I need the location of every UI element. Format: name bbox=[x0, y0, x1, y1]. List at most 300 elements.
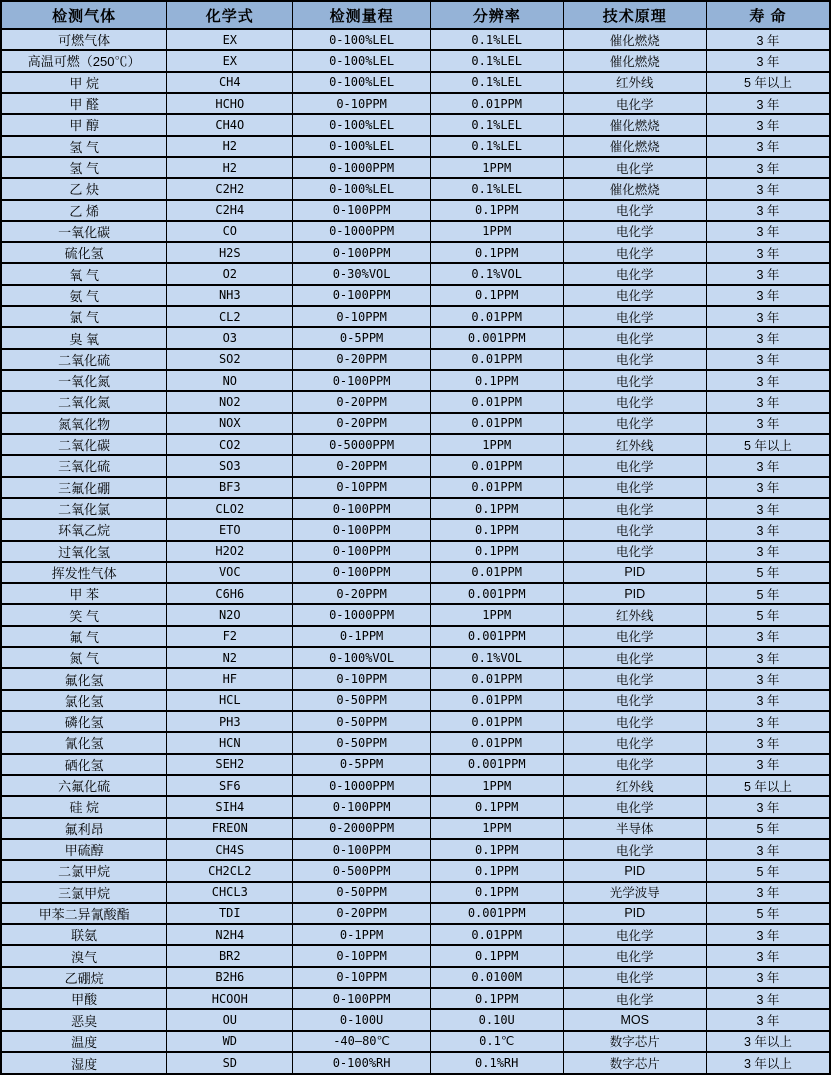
cell-principle: 电化学 bbox=[563, 519, 706, 540]
table-row bbox=[1, 477, 830, 498]
cell-principle: 红外线 bbox=[563, 775, 706, 796]
cell-gas: 二氧化碳 bbox=[1, 434, 167, 455]
cell-resolution: 1PPM bbox=[430, 604, 563, 625]
table-row bbox=[1, 200, 830, 221]
cell-principle: 电化学 bbox=[563, 796, 706, 817]
table-row bbox=[1, 604, 830, 625]
cell-resolution: 0.1PPM bbox=[430, 541, 563, 562]
cell-lifespan: 5 年 bbox=[706, 583, 830, 604]
cell-lifespan: 3 年 bbox=[706, 945, 830, 966]
cell-range: 0-10PPM bbox=[293, 93, 431, 114]
cell-gas: 硫化氢 bbox=[1, 242, 167, 263]
cell-formula: H2O2 bbox=[167, 541, 293, 562]
column-header-principle: 技术原理 bbox=[563, 1, 706, 29]
cell-lifespan: 3 年 bbox=[706, 647, 830, 668]
table-row bbox=[1, 839, 830, 860]
cell-range: 0-100PPM bbox=[293, 519, 431, 540]
cell-lifespan: 3 年 bbox=[706, 327, 830, 348]
cell-formula: CO bbox=[167, 221, 293, 242]
cell-lifespan: 5 年 bbox=[706, 818, 830, 839]
cell-lifespan: 3 年 bbox=[706, 477, 830, 498]
cell-gas: 三氯甲烷 bbox=[1, 882, 167, 903]
table-row bbox=[1, 50, 830, 71]
cell-gas: 乙 烯 bbox=[1, 200, 167, 221]
cell-range: 0-100U bbox=[293, 1009, 431, 1030]
cell-principle: 催化燃烧 bbox=[563, 114, 706, 135]
cell-lifespan: 5 年以上 bbox=[706, 775, 830, 796]
cell-formula: CH2CL2 bbox=[167, 860, 293, 881]
cell-lifespan: 3 年 bbox=[706, 263, 830, 284]
cell-range: 0-10PPM bbox=[293, 668, 431, 689]
cell-principle: 电化学 bbox=[563, 306, 706, 327]
cell-gas: 笑 气 bbox=[1, 604, 167, 625]
header-row bbox=[1, 1, 830, 29]
cell-lifespan: 3 年 bbox=[706, 306, 830, 327]
cell-principle: PID bbox=[563, 562, 706, 583]
table-row bbox=[1, 1052, 830, 1074]
cell-resolution: 0.1PPM bbox=[430, 242, 563, 263]
cell-resolution: 0.1PPM bbox=[430, 498, 563, 519]
cell-formula: C2H2 bbox=[167, 178, 293, 199]
cell-lifespan: 3 年 bbox=[706, 178, 830, 199]
cell-resolution: 0.001PPM bbox=[430, 583, 563, 604]
cell-gas: 挥发性气体 bbox=[1, 562, 167, 583]
cell-principle: 催化燃烧 bbox=[563, 178, 706, 199]
cell-lifespan: 5 年 bbox=[706, 903, 830, 924]
cell-range: 0-1PPM bbox=[293, 924, 431, 945]
cell-resolution: 0.1%LEL bbox=[430, 50, 563, 71]
cell-formula: NH3 bbox=[167, 285, 293, 306]
cell-principle: MOS bbox=[563, 1009, 706, 1030]
cell-lifespan: 3 年 bbox=[706, 200, 830, 221]
cell-principle: 电化学 bbox=[563, 626, 706, 647]
cell-gas: 乙 炔 bbox=[1, 178, 167, 199]
cell-principle: 电化学 bbox=[563, 285, 706, 306]
cell-principle: 催化燃烧 bbox=[563, 50, 706, 71]
cell-formula: SIH4 bbox=[167, 796, 293, 817]
cell-range: 0-20PPM bbox=[293, 455, 431, 476]
cell-lifespan: 3 年 bbox=[706, 626, 830, 647]
cell-resolution: 0.01PPM bbox=[430, 455, 563, 476]
cell-formula: CHCL3 bbox=[167, 882, 293, 903]
cell-gas: 恶臭 bbox=[1, 1009, 167, 1030]
cell-gas: 臭 氧 bbox=[1, 327, 167, 348]
cell-formula: SD bbox=[167, 1052, 293, 1074]
cell-lifespan: 3 年 bbox=[706, 732, 830, 753]
cell-range: 0-100%LEL bbox=[293, 72, 431, 93]
table-row bbox=[1, 945, 830, 966]
cell-formula: NO2 bbox=[167, 391, 293, 412]
cell-lifespan: 3 年 bbox=[706, 988, 830, 1009]
cell-resolution: 0.01PPM bbox=[430, 306, 563, 327]
cell-resolution: 0.1℃ bbox=[430, 1031, 563, 1052]
cell-principle: 电化学 bbox=[563, 690, 706, 711]
cell-lifespan: 3 年以上 bbox=[706, 1052, 830, 1074]
cell-principle: 电化学 bbox=[563, 988, 706, 1009]
cell-gas: 氰化氢 bbox=[1, 732, 167, 753]
table-header bbox=[1, 1, 830, 29]
table-row bbox=[1, 988, 830, 1009]
table-row bbox=[1, 498, 830, 519]
cell-range: 0-10PPM bbox=[293, 306, 431, 327]
table-row bbox=[1, 455, 830, 476]
cell-formula: VOC bbox=[167, 562, 293, 583]
cell-range: 0-10PPM bbox=[293, 945, 431, 966]
cell-lifespan: 3 年 bbox=[706, 967, 830, 988]
cell-range: 0-5000PPM bbox=[293, 434, 431, 455]
cell-range: 0-20PPM bbox=[293, 583, 431, 604]
cell-principle: 电化学 bbox=[563, 711, 706, 732]
cell-range: 0-1000PPM bbox=[293, 157, 431, 178]
cell-range: 0-100%LEL bbox=[293, 29, 431, 50]
cell-lifespan: 5 年 bbox=[706, 860, 830, 881]
cell-formula: EX bbox=[167, 29, 293, 50]
cell-gas: 二氯甲烷 bbox=[1, 860, 167, 881]
cell-resolution: 1PPM bbox=[430, 775, 563, 796]
table-body bbox=[1, 29, 830, 1074]
cell-principle: 红外线 bbox=[563, 604, 706, 625]
cell-formula: NO bbox=[167, 370, 293, 391]
cell-formula: O2 bbox=[167, 263, 293, 284]
cell-gas: 一氧化碳 bbox=[1, 221, 167, 242]
cell-formula: B2H6 bbox=[167, 967, 293, 988]
table-row bbox=[1, 93, 830, 114]
cell-principle: 电化学 bbox=[563, 200, 706, 221]
cell-gas: 环氧乙烷 bbox=[1, 519, 167, 540]
cell-principle: 电化学 bbox=[563, 242, 706, 263]
cell-lifespan: 5 年以上 bbox=[706, 434, 830, 455]
cell-gas: 二氧化硫 bbox=[1, 349, 167, 370]
cell-lifespan: 3 年 bbox=[706, 391, 830, 412]
table-row bbox=[1, 1031, 830, 1052]
cell-principle: 电化学 bbox=[563, 967, 706, 988]
cell-range: 0-100PPM bbox=[293, 988, 431, 1009]
cell-gas: 磷化氢 bbox=[1, 711, 167, 732]
cell-resolution: 0.1PPM bbox=[430, 945, 563, 966]
cell-range: 0-100PPM bbox=[293, 796, 431, 817]
cell-resolution: 0.1%VOL bbox=[430, 647, 563, 668]
cell-resolution: 0.1PPM bbox=[430, 860, 563, 881]
cell-range: 0-20PPM bbox=[293, 391, 431, 412]
cell-formula: HCHO bbox=[167, 93, 293, 114]
table-row bbox=[1, 732, 830, 753]
column-header-gas: 检测气体 bbox=[1, 1, 167, 29]
table-row bbox=[1, 647, 830, 668]
cell-range: 0-20PPM bbox=[293, 903, 431, 924]
cell-formula: SF6 bbox=[167, 775, 293, 796]
cell-formula: CH4 bbox=[167, 72, 293, 93]
column-header-formula: 化学式 bbox=[167, 1, 293, 29]
cell-resolution: 1PPM bbox=[430, 434, 563, 455]
cell-range: 0-5PPM bbox=[293, 754, 431, 775]
cell-formula: SO3 bbox=[167, 455, 293, 476]
table-row bbox=[1, 541, 830, 562]
cell-principle: 电化学 bbox=[563, 668, 706, 689]
table-row bbox=[1, 327, 830, 348]
cell-formula: CH4S bbox=[167, 839, 293, 860]
cell-resolution: 0.01PPM bbox=[430, 668, 563, 689]
cell-resolution: 0.1%LEL bbox=[430, 114, 563, 135]
cell-gas: 六氟化硫 bbox=[1, 775, 167, 796]
cell-range: 0-20PPM bbox=[293, 413, 431, 434]
cell-gas: 高温可燃（250℃） bbox=[1, 50, 167, 71]
cell-lifespan: 3 年 bbox=[706, 285, 830, 306]
cell-resolution: 0.1PPM bbox=[430, 200, 563, 221]
cell-gas: 甲硫醇 bbox=[1, 839, 167, 860]
cell-formula: TDI bbox=[167, 903, 293, 924]
cell-range: 0-50PPM bbox=[293, 882, 431, 903]
cell-range: 0-100PPM bbox=[293, 562, 431, 583]
cell-formula: BR2 bbox=[167, 945, 293, 966]
cell-resolution: 0.01PPM bbox=[430, 732, 563, 753]
cell-lifespan: 3 年 bbox=[706, 882, 830, 903]
cell-resolution: 0.1PPM bbox=[430, 796, 563, 817]
cell-lifespan: 3 年 bbox=[706, 221, 830, 242]
cell-formula: H2 bbox=[167, 136, 293, 157]
table-row bbox=[1, 370, 830, 391]
cell-gas: 甲 醇 bbox=[1, 114, 167, 135]
table-row bbox=[1, 306, 830, 327]
cell-gas: 甲 烷 bbox=[1, 72, 167, 93]
cell-gas: 氮 气 bbox=[1, 647, 167, 668]
table-row bbox=[1, 562, 830, 583]
cell-resolution: 0.001PPM bbox=[430, 626, 563, 647]
table-row bbox=[1, 668, 830, 689]
cell-principle: 数字芯片 bbox=[563, 1052, 706, 1074]
cell-lifespan: 3 年以上 bbox=[706, 1031, 830, 1052]
cell-gas: 一氧化氮 bbox=[1, 370, 167, 391]
cell-gas: 乙硼烷 bbox=[1, 967, 167, 988]
column-header-range: 检测量程 bbox=[293, 1, 431, 29]
cell-lifespan: 3 年 bbox=[706, 796, 830, 817]
cell-principle: PID bbox=[563, 903, 706, 924]
cell-formula: N2O bbox=[167, 604, 293, 625]
cell-formula: HCL bbox=[167, 690, 293, 711]
table-row bbox=[1, 285, 830, 306]
table-row bbox=[1, 924, 830, 945]
cell-principle: PID bbox=[563, 860, 706, 881]
column-header-resolution: 分辨率 bbox=[430, 1, 563, 29]
cell-formula: EX bbox=[167, 50, 293, 71]
column-header-lifespan: 寿 命 bbox=[706, 1, 830, 29]
cell-formula: BF3 bbox=[167, 477, 293, 498]
cell-gas: 甲苯二异氰酸酯 bbox=[1, 903, 167, 924]
cell-gas: 氢 气 bbox=[1, 157, 167, 178]
cell-range: 0-100%RH bbox=[293, 1052, 431, 1074]
table-row bbox=[1, 136, 830, 157]
cell-range: 0-2000PPM bbox=[293, 818, 431, 839]
cell-lifespan: 3 年 bbox=[706, 349, 830, 370]
cell-principle: 电化学 bbox=[563, 732, 706, 753]
cell-formula: NOX bbox=[167, 413, 293, 434]
cell-resolution: 0.1PPM bbox=[430, 839, 563, 860]
cell-formula: HCOOH bbox=[167, 988, 293, 1009]
cell-gas: 氮氧化物 bbox=[1, 413, 167, 434]
cell-formula: CO2 bbox=[167, 434, 293, 455]
cell-formula: CH4O bbox=[167, 114, 293, 135]
cell-resolution: 0.01PPM bbox=[430, 690, 563, 711]
cell-formula: PH3 bbox=[167, 711, 293, 732]
cell-lifespan: 3 年 bbox=[706, 50, 830, 71]
cell-lifespan: 3 年 bbox=[706, 541, 830, 562]
cell-resolution: 0.1PPM bbox=[430, 285, 563, 306]
cell-range: 0-100PPM bbox=[293, 541, 431, 562]
cell-principle: 电化学 bbox=[563, 647, 706, 668]
table-row bbox=[1, 903, 830, 924]
cell-formula: HCN bbox=[167, 732, 293, 753]
cell-range: 0-100%LEL bbox=[293, 136, 431, 157]
cell-principle: 电化学 bbox=[563, 413, 706, 434]
cell-resolution: 0.0100M bbox=[430, 967, 563, 988]
cell-principle: 电化学 bbox=[563, 93, 706, 114]
cell-gas: 氟利昂 bbox=[1, 818, 167, 839]
cell-principle: 电化学 bbox=[563, 263, 706, 284]
cell-resolution: 0.1%LEL bbox=[430, 178, 563, 199]
cell-lifespan: 3 年 bbox=[706, 29, 830, 50]
cell-lifespan: 3 年 bbox=[706, 157, 830, 178]
cell-principle: 电化学 bbox=[563, 498, 706, 519]
cell-formula: ETO bbox=[167, 519, 293, 540]
cell-resolution: 1PPM bbox=[430, 157, 563, 178]
cell-range: 0-10PPM bbox=[293, 967, 431, 988]
cell-formula: HF bbox=[167, 668, 293, 689]
cell-resolution: 0.01PPM bbox=[430, 711, 563, 732]
cell-resolution: 1PPM bbox=[430, 221, 563, 242]
cell-range: 0-50PPM bbox=[293, 690, 431, 711]
cell-resolution: 0.1%LEL bbox=[430, 72, 563, 93]
cell-lifespan: 3 年 bbox=[706, 839, 830, 860]
cell-lifespan: 5 年 bbox=[706, 604, 830, 625]
cell-lifespan: 3 年 bbox=[706, 1009, 830, 1030]
cell-principle: 电化学 bbox=[563, 157, 706, 178]
cell-range: 0-50PPM bbox=[293, 732, 431, 753]
cell-range: 0-1000PPM bbox=[293, 775, 431, 796]
table-row bbox=[1, 775, 830, 796]
cell-principle: 半导体 bbox=[563, 818, 706, 839]
cell-gas: 氯化氢 bbox=[1, 690, 167, 711]
cell-principle: 电化学 bbox=[563, 541, 706, 562]
cell-resolution: 0.01PPM bbox=[430, 391, 563, 412]
cell-formula: C2H4 bbox=[167, 200, 293, 221]
cell-formula: C6H6 bbox=[167, 583, 293, 604]
cell-principle: 电化学 bbox=[563, 754, 706, 775]
cell-principle: 电化学 bbox=[563, 477, 706, 498]
cell-range: 0-100PPM bbox=[293, 200, 431, 221]
table-row bbox=[1, 221, 830, 242]
cell-range: 0-20PPM bbox=[293, 349, 431, 370]
cell-range: 0-1000PPM bbox=[293, 221, 431, 242]
cell-lifespan: 3 年 bbox=[706, 711, 830, 732]
cell-gas: 可燃气体 bbox=[1, 29, 167, 50]
cell-gas: 甲 醛 bbox=[1, 93, 167, 114]
cell-range: 0-5PPM bbox=[293, 327, 431, 348]
cell-range: 0-100PPM bbox=[293, 242, 431, 263]
cell-principle: 电化学 bbox=[563, 327, 706, 348]
table-row bbox=[1, 754, 830, 775]
cell-range: 0-100%LEL bbox=[293, 178, 431, 199]
cell-resolution: 0.01PPM bbox=[430, 349, 563, 370]
cell-gas: 过氧化氢 bbox=[1, 541, 167, 562]
table-row bbox=[1, 114, 830, 135]
cell-lifespan: 3 年 bbox=[706, 370, 830, 391]
cell-gas: 三氧化硫 bbox=[1, 455, 167, 476]
cell-gas: 二氧化氮 bbox=[1, 391, 167, 412]
cell-lifespan: 3 年 bbox=[706, 114, 830, 135]
cell-principle: 电化学 bbox=[563, 455, 706, 476]
cell-range: 0-1000PPM bbox=[293, 604, 431, 625]
cell-gas: 温度 bbox=[1, 1031, 167, 1052]
cell-gas: 硅 烷 bbox=[1, 796, 167, 817]
cell-principle: 催化燃烧 bbox=[563, 29, 706, 50]
table-row bbox=[1, 72, 830, 93]
cell-resolution: 0.01PPM bbox=[430, 477, 563, 498]
table-row bbox=[1, 519, 830, 540]
cell-principle: 电化学 bbox=[563, 349, 706, 370]
cell-gas: 二氧化氯 bbox=[1, 498, 167, 519]
table-row bbox=[1, 242, 830, 263]
cell-resolution: 0.01PPM bbox=[430, 924, 563, 945]
cell-resolution: 0.1%LEL bbox=[430, 136, 563, 157]
cell-range: -40—80℃ bbox=[293, 1031, 431, 1052]
cell-range: 0-100PPM bbox=[293, 370, 431, 391]
cell-resolution: 0.1%LEL bbox=[430, 29, 563, 50]
cell-lifespan: 3 年 bbox=[706, 242, 830, 263]
table-row bbox=[1, 882, 830, 903]
cell-lifespan: 5 年 bbox=[706, 562, 830, 583]
cell-range: 0-50PPM bbox=[293, 711, 431, 732]
cell-principle: 电化学 bbox=[563, 370, 706, 391]
cell-resolution: 0.1PPM bbox=[430, 882, 563, 903]
cell-lifespan: 5 年以上 bbox=[706, 72, 830, 93]
cell-lifespan: 3 年 bbox=[706, 93, 830, 114]
table-row bbox=[1, 690, 830, 711]
cell-principle: 数字芯片 bbox=[563, 1031, 706, 1052]
table-row bbox=[1, 626, 830, 647]
cell-formula: H2S bbox=[167, 242, 293, 263]
cell-resolution: 0.1PPM bbox=[430, 370, 563, 391]
table-row bbox=[1, 967, 830, 988]
table-row bbox=[1, 711, 830, 732]
cell-resolution: 0.01PPM bbox=[430, 562, 563, 583]
cell-principle: 电化学 bbox=[563, 924, 706, 945]
table-row bbox=[1, 263, 830, 284]
table-row bbox=[1, 1009, 830, 1030]
table-row bbox=[1, 434, 830, 455]
cell-lifespan: 3 年 bbox=[706, 455, 830, 476]
table-row bbox=[1, 413, 830, 434]
cell-resolution: 0.001PPM bbox=[430, 327, 563, 348]
cell-resolution: 0.01PPM bbox=[430, 93, 563, 114]
cell-range: 0-1PPM bbox=[293, 626, 431, 647]
cell-lifespan: 3 年 bbox=[706, 413, 830, 434]
table-row bbox=[1, 796, 830, 817]
cell-formula: WD bbox=[167, 1031, 293, 1052]
cell-resolution: 0.10U bbox=[430, 1009, 563, 1030]
cell-principle: PID bbox=[563, 583, 706, 604]
table-row bbox=[1, 391, 830, 412]
cell-lifespan: 3 年 bbox=[706, 754, 830, 775]
cell-principle: 电化学 bbox=[563, 221, 706, 242]
cell-range: 0-100%LEL bbox=[293, 114, 431, 135]
table-row bbox=[1, 818, 830, 839]
cell-formula: N2 bbox=[167, 647, 293, 668]
cell-formula: F2 bbox=[167, 626, 293, 647]
cell-range: 0-100%LEL bbox=[293, 50, 431, 71]
cell-gas: 甲 苯 bbox=[1, 583, 167, 604]
cell-lifespan: 3 年 bbox=[706, 668, 830, 689]
cell-formula: CL2 bbox=[167, 306, 293, 327]
cell-range: 0-10PPM bbox=[293, 477, 431, 498]
